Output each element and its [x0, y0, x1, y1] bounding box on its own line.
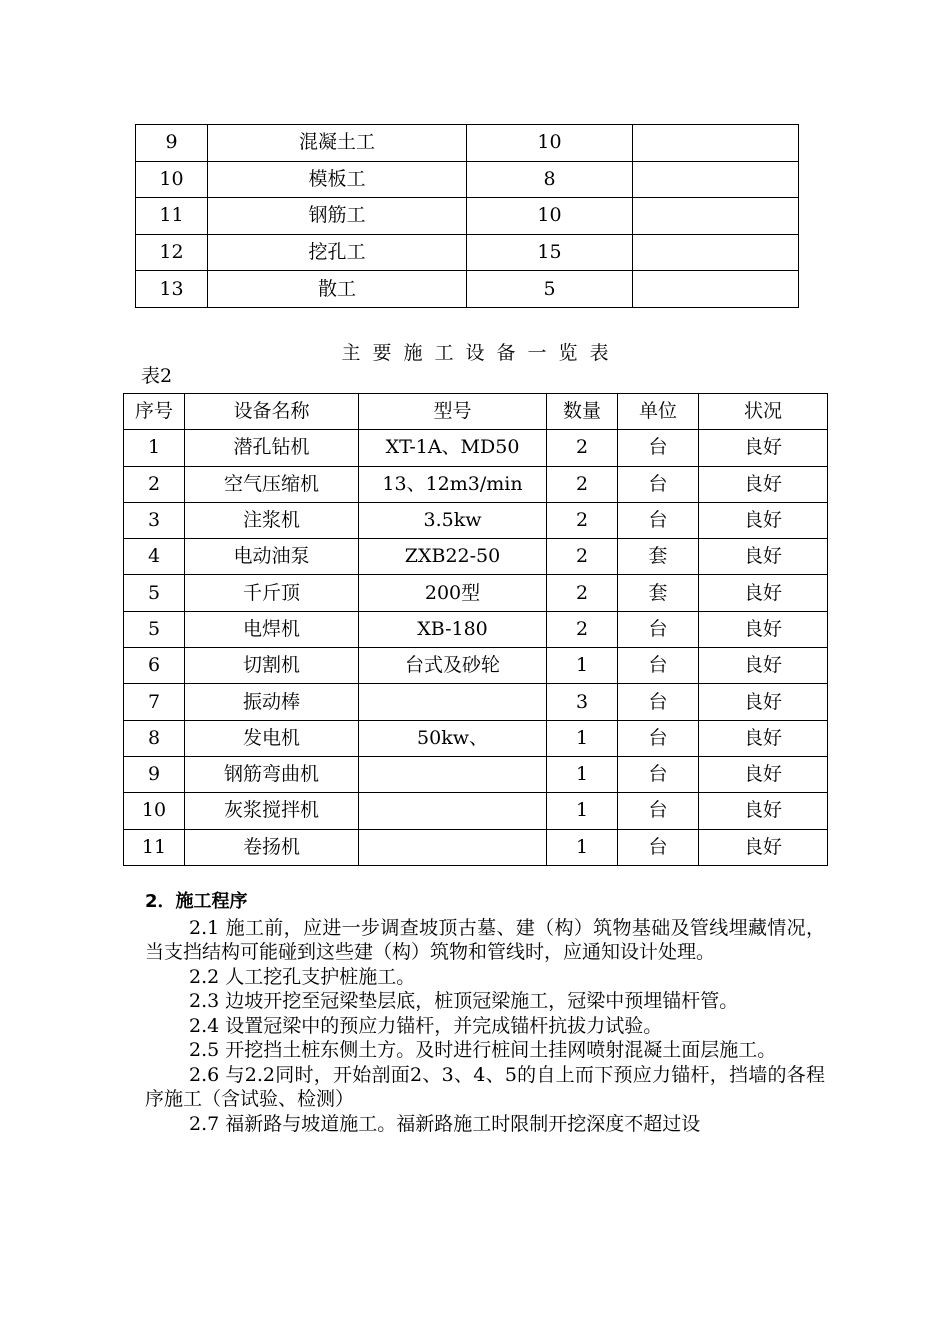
table-row	[124, 793, 828, 829]
table-cell: 台	[618, 466, 699, 502]
table-cell: 电焊机	[185, 611, 359, 647]
table-cell: 3	[124, 502, 185, 538]
table-cell: 9	[124, 756, 185, 792]
table-cell: ZXB22-50	[359, 539, 547, 575]
table-cell	[359, 829, 547, 865]
table-row	[124, 575, 828, 611]
table-row	[136, 198, 799, 235]
table-cell: 良好	[699, 756, 828, 792]
table-cell	[359, 756, 547, 792]
table-cell: 台	[618, 502, 699, 538]
table-cell: 良好	[699, 720, 828, 756]
procedure-paragraph: 2.1 施工前，应进一步调查坡顶古墓、建（构）筑物基础及管线埋藏情况，当支挡结构可能碰到这些建（构）筑物和管线时，应通知设计处理。	[145, 916, 825, 963]
table-cell: 10	[467, 198, 633, 235]
table-cell: 良好	[699, 575, 828, 611]
table-cell: 8	[467, 161, 633, 198]
table-cell: 套	[618, 575, 699, 611]
table-cell: 台	[618, 684, 699, 720]
table-header-cell: 数量	[547, 394, 618, 430]
table-cell: 套	[618, 539, 699, 575]
table-cell	[359, 793, 547, 829]
table-cell: 良好	[699, 684, 828, 720]
table-cell: 注浆机	[185, 502, 359, 538]
table-header-cell: 设备名称	[185, 394, 359, 430]
table-cell: 发电机	[185, 720, 359, 756]
table-cell: 良好	[699, 539, 828, 575]
table-cell: 5	[124, 611, 185, 647]
table-cell: 6	[124, 648, 185, 684]
table-cell: 挖孔工	[208, 234, 467, 271]
table-row	[136, 161, 799, 198]
table-cell: 钢筋工	[208, 198, 467, 235]
table-row	[136, 234, 799, 271]
table-row	[124, 502, 828, 538]
table-cell: 良好	[699, 611, 828, 647]
table-cell: 8	[124, 720, 185, 756]
section-paragraphs	[145, 916, 825, 1137]
table-cell: 50kw、	[359, 720, 547, 756]
table-row	[124, 466, 828, 502]
table-row	[124, 720, 828, 756]
table-cell: 灰浆搅拌机	[185, 793, 359, 829]
table-cell: 1	[547, 720, 618, 756]
procedure-paragraph: 2.3 边坡开挖至冠梁垫层底，桩顶冠梁施工，冠梁中预埋锚杆管。	[189, 990, 739, 1012]
table-header-cell: 型号	[359, 394, 547, 430]
table-cell: 卷扬机	[185, 829, 359, 865]
table-cell: 10	[136, 161, 208, 198]
equipment-table-caption: 表2	[141, 365, 173, 387]
table-header-row	[124, 394, 828, 430]
table-header-cell: 序号	[124, 394, 185, 430]
table-cell: 台	[618, 720, 699, 756]
table-cell: 1	[124, 430, 185, 466]
table-cell: 3	[547, 684, 618, 720]
equipment-table-title: 主要施工设备一览表	[341, 342, 621, 364]
table-cell: 潜孔钻机	[185, 430, 359, 466]
table-cell: 空气压缩机	[185, 466, 359, 502]
table-cell: 2	[547, 611, 618, 647]
table-cell	[633, 234, 799, 271]
equipment-table	[123, 393, 828, 866]
procedure-paragraph: 2.2 人工挖孔支护桩施工。	[189, 965, 416, 988]
table-cell: 4	[124, 539, 185, 575]
procedure-paragraph: 2.7 福新路与坡道施工。福新路施工时限制开挖深度不超过设	[189, 1112, 701, 1135]
table-cell: 13、12m3/min	[359, 466, 547, 502]
procedure-paragraph: 2.4 设置冠梁中的预应力锚杆，并完成锚杆抗拔力试验。	[189, 1014, 663, 1037]
table-cell	[633, 198, 799, 235]
table-header-cell: 状况	[699, 394, 828, 430]
table-cell: 散工	[208, 271, 467, 308]
table-cell: 千斤顶	[185, 575, 359, 611]
table-row	[124, 430, 828, 466]
table-cell: 10	[467, 125, 633, 162]
table-header-cell: 单位	[618, 394, 699, 430]
table-cell	[633, 271, 799, 308]
table-cell: 2	[547, 539, 618, 575]
table-cell: 2	[124, 466, 185, 502]
table-row	[136, 271, 799, 308]
table-cell: 台	[618, 756, 699, 792]
table-cell	[633, 161, 799, 198]
table-cell: 1	[547, 829, 618, 865]
table-cell: 台	[618, 430, 699, 466]
table-cell: 200型	[359, 575, 547, 611]
table-cell	[633, 125, 799, 162]
table-cell: 9	[136, 125, 208, 162]
table-cell: 良好	[699, 430, 828, 466]
table-cell: 切割机	[185, 648, 359, 684]
table-cell	[359, 684, 547, 720]
table-cell: 良好	[699, 648, 828, 684]
table-cell: 台式及砂轮	[359, 648, 547, 684]
procedure-paragraph: 2.6 与2.2同时，开始剖面2、3、4、5的自上而下预应力锚杆，挡墙的各程序施工（含试验、检测）	[145, 1063, 825, 1110]
table-cell: 10	[124, 793, 185, 829]
table-cell: 1	[547, 648, 618, 684]
table-cell: 12	[136, 234, 208, 271]
table-cell: 台	[618, 648, 699, 684]
table-cell: 良好	[699, 793, 828, 829]
table-cell: 11	[136, 198, 208, 235]
table-cell: 电动油泵	[185, 539, 359, 575]
table-cell: XB-180	[359, 611, 547, 647]
table-cell: 2	[547, 575, 618, 611]
construction-procedure-section	[145, 890, 825, 1136]
table-cell: 混凝土工	[208, 125, 467, 162]
table-cell: 5	[124, 575, 185, 611]
table-cell: 良好	[699, 466, 828, 502]
table-cell: 7	[124, 684, 185, 720]
table-cell: 模板工	[208, 161, 467, 198]
table-row	[124, 756, 828, 792]
table-row	[136, 125, 799, 162]
procedure-paragraph: 2.5 开挖挡土桩东侧土方。及时进行桩间土挂网喷射混凝土面层施工。	[189, 1039, 777, 1061]
table-cell: XT-1A、MD50	[359, 430, 547, 466]
labor-table	[135, 124, 799, 308]
table-cell: 15	[467, 234, 633, 271]
table-cell: 11	[124, 829, 185, 865]
table-row	[124, 648, 828, 684]
table-cell: 13	[136, 271, 208, 308]
table-cell: 振动棒	[185, 684, 359, 720]
table-cell: 钢筋弯曲机	[185, 756, 359, 792]
table-cell: 台	[618, 829, 699, 865]
table-cell: 良好	[699, 502, 828, 538]
section-heading: 2．施工程序	[145, 891, 248, 912]
table-cell: 2	[547, 502, 618, 538]
table-cell: 2	[547, 430, 618, 466]
table-cell: 台	[618, 611, 699, 647]
table-cell: 良好	[699, 829, 828, 865]
table-cell: 1	[547, 793, 618, 829]
table-cell: 2	[547, 466, 618, 502]
table-cell: 3.5kw	[359, 502, 547, 538]
table-row	[124, 611, 828, 647]
table-row	[124, 684, 828, 720]
table-row	[124, 829, 828, 865]
table-cell: 1	[547, 756, 618, 792]
table-cell: 5	[467, 271, 633, 308]
table-row	[124, 539, 828, 575]
table-cell: 台	[618, 793, 699, 829]
